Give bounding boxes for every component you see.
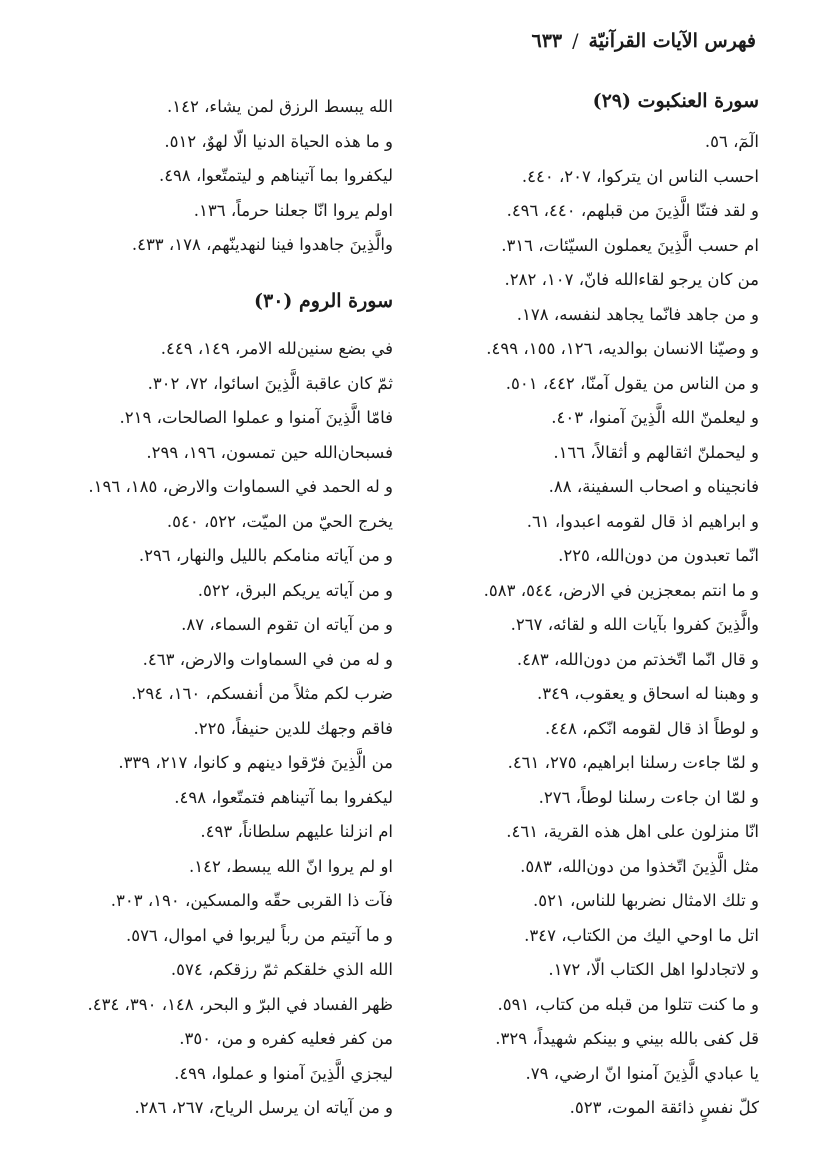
verse-entry: و لقد فتنّا الَّذِينَ من قبلهم، ٤٤٠، ٤٩٦.	[506, 201, 759, 220]
verse-entry: والَّذِينَ جاهدوا فينا لنهدينّهم، ١٧٨، ٤٣٣.	[131, 235, 393, 254]
verse-entry: من كان يرجو لقاءالله فانّ، ١٠٧، ٢٨٢.	[504, 270, 759, 289]
verse-entry: اتل ما اوحي اليك من الكتاب، ٣٤٧.	[524, 925, 759, 945]
verse-entry: و من جاهد فانّما يجاهد لنفسه، ١٧٨.	[516, 304, 759, 324]
verse-entry: مثل الَّذِينَ اتّخذوا من دون‌الله، ٥٨٣.	[520, 856, 759, 876]
verse-entry: الله يبسط الرزق لمن يشاء، ١٤٢.	[167, 97, 393, 116]
header-title: فهرس الآيات القرآنيّة	[588, 30, 756, 52]
verse-entry: فاقم وجهك للدين حنيفاً، ٢٢٥.	[193, 718, 393, 738]
verse-entry: و تلك الامثال نضربها للناس، ٥٢١.	[532, 891, 759, 910]
verse-entry: و لاتجادلوا اهل الكتاب الّا، ١٧٢.	[548, 960, 759, 979]
verse-entry: و من آياته يريكم البرق، ٥٢٢.	[197, 580, 393, 600]
verse-entry: ضرب لكم مثلاً من أنفسكم، ١٦٠، ٢٩٤.	[131, 684, 393, 703]
surah-heading-ankabut: سورة العنكبوت (٢٩)	[592, 90, 759, 112]
verse-entry: قل كفى بالله بيني و بينكم شهيداً، ٣٢٩.	[495, 1029, 759, 1048]
verse-entry: و ما انتم بمعجزين في الارض، ٥٤٤، ٥٨٣.	[483, 580, 759, 600]
surah-heading-rum: سورة الروم (٣٠)	[254, 290, 393, 312]
verse-entry: و من الناس من يقول آمنّا، ٤٤٢، ٥٠١.	[505, 373, 759, 393]
verse-entry: فسبحان‌الله حين تمسون، ١٩٦، ٢٩٩.	[146, 442, 393, 462]
verse-entry: ثمّ كان عاقبة الَّذِينَ اسائوا، ٧٢، ٣٠٢.	[147, 373, 393, 393]
verse-entry: في بضع سنين‌لله الامر، ١٤٩، ٤٤٩.	[160, 339, 393, 358]
verse-entry: من كفر فعليه كفره و من، ٣٥٠.	[179, 1029, 393, 1048]
verse-entry: و من آياته منامكم بالليل والنهار، ٢٩٦.	[138, 546, 393, 565]
verse-entry: و ما آتيتم من رباً ليربوا في اموال، ٥٧٦.	[125, 925, 393, 945]
verse-entry: فآت ذا القربى حقّه والمسكين، ١٩٠، ٣٠٣.	[110, 891, 393, 910]
verse-entry: الٓمٓ، ٥٦.	[704, 132, 759, 151]
verse-entry: فامّا الَّذِينَ آمنوا و عملوا الصالحات، ٢١٩.	[119, 408, 393, 427]
verse-entry: و لمّا ان جاءت رسلنا لوطاً، ٢٧٦.	[538, 787, 759, 807]
verse-entry: و وهبنا له اسحاق و يعقوب، ٣٤٩.	[537, 684, 759, 703]
verse-entry: و ما هذه الحياة الدنيا الّا لهوٌ، ٥١٢.	[164, 131, 393, 151]
verse-entry: ظهر الفساد في البرّ و البحر، ١٤٨، ٣٩٠، ٤٣٤.	[87, 994, 393, 1014]
running-header	[531, 30, 756, 52]
verse-entry: ليجزي الَّذِينَ آمنوا و عملوا، ٤٩٩.	[174, 1063, 393, 1083]
verse-entry: انّما تعبدون من دون‌الله، ٢٢٥.	[558, 546, 759, 565]
verse-entry: و من آياته ان يرسل الرياح، ٢٦٧، ٢٨٦.	[134, 1098, 393, 1117]
verse-entry: من الَّذِينَ فرّقوا دينهم و كانوا، ٢١٧، ٣٣٩.	[118, 753, 393, 772]
verse-entry: احسب الناس ان يتركوا، ٢٠٧، ٤٤٠.	[521, 166, 759, 186]
verse-entry: او لم يروا انّ الله يبسط، ١٤٢.	[188, 856, 393, 876]
verse-entry: ليكفروا بما آتيناهم فتمتّعوا، ٤٩٨.	[174, 787, 393, 807]
verse-entry: ام حسب الَّذِينَ يعملون السيّئات، ٣١٦.	[501, 235, 759, 255]
verse-entry: و له الحمد في السماوات والارض، ١٨٥، ١٩٦.	[88, 477, 393, 496]
verse-entry: انّا منزلون على اهل هذه القرية، ٤٦١.	[506, 822, 759, 841]
verse-entry: يا عبادي الَّذِينَ آمنوا انّ ارضي، ٧٩.	[525, 1063, 759, 1083]
verse-entry: ام انزلنا عليهم سلطاناً، ٤٩٣.	[200, 822, 393, 841]
verse-entry: و ابراهيم اذ قال لقومه اعبدوا، ٦١.	[526, 511, 759, 531]
verse-entry: و وصيّنا الانسان بوالديه، ١٢٦، ١٥٥، ٤٩٩.	[486, 339, 759, 358]
verse-entry: فانجيناه و اصحاب السفينة، ٨٨.	[548, 477, 759, 496]
verse-entry: و من آياته ان تقوم السماء، ٨٧.	[181, 615, 393, 634]
verse-entry: الله الذي خلقكم ثمّ رزقكم، ٥٧٤.	[170, 960, 393, 979]
verse-entry: كلّ نفسٍ ذائقة الموت، ٥٢٣.	[569, 1098, 759, 1117]
verse-entry: والَّذِينَ كفروا بآيات الله و لقائه، ٢٦٧.	[510, 615, 759, 634]
verse-entry: و ما كنت تتلوا من قبله من كتاب، ٥٩١.	[497, 994, 759, 1014]
verse-entry: و له من في السماوات والارض، ٤٦٣.	[142, 649, 393, 669]
verse-entry: يخرج الحيّ من الميّت، ٥٢٢، ٥٤٠.	[166, 511, 393, 531]
verse-entry: اولم يروا انّا جعلنا حرماً، ١٣٦.	[193, 200, 393, 220]
verse-entry: و ليعلمنّ الله الَّذِينَ آمنوا، ٤٠٣.	[551, 408, 759, 427]
verse-entry: و لوطاً اذ قال لقومه انّكم، ٤٤٨.	[544, 718, 759, 738]
verse-entry: و ليحملنّ اثقالهم و أثقالاً، ١٦٦.	[553, 442, 759, 462]
verse-entry: ليكفروا بما آتيناهم و ليتمتّعوا، ٤٩٨.	[158, 166, 393, 185]
verse-entry: و لمّا جاءت رسلنا ابراهيم، ٢٧٥، ٤٦١.	[507, 753, 759, 772]
page-number: ٦٣٣	[531, 30, 563, 52]
verse-entry: و قال انّما اتّخذتم من دون‌الله، ٤٨٣.	[516, 649, 759, 669]
header-separator: /	[572, 30, 579, 52]
